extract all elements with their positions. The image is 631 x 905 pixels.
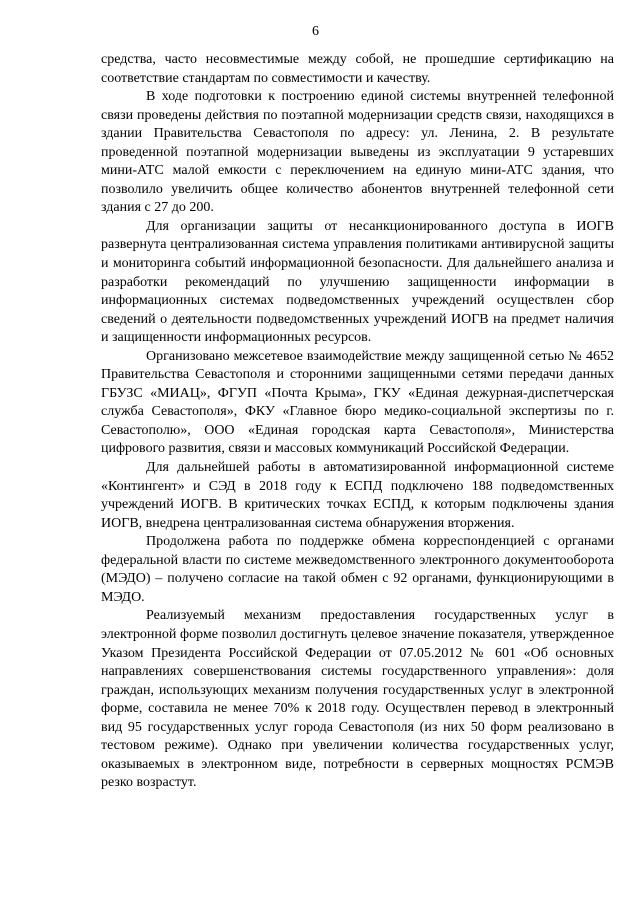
paragraph-medo-exchange: Продолжена работа по поддержке обмена корреспонденцией с органами федеральной власти по системе межведомственного электронного документооборота (МЭДО) – получено согласие на такой обмен с 92 органами, функционирующими в МЭДО. <box>101 534 614 605</box>
document-body <box>101 51 614 793</box>
paragraph-continuation: средства, часто несовместимые между собой, не прошедшие сертификацию на соответствие стандартам по совместимости и качеству. <box>101 52 614 86</box>
paragraph-espd-connection: Для дальнейшей работы в автоматизированной информационной системе «Контингент» и СЭД в 2018 году к ЕСПД подключено 188 подведомственных учреждений ИОГВ. В критических точках ЕСПД, к которым подключены здания ИОГВ, внедрена централизованная система обнаружения вторжения. <box>101 460 614 531</box>
paragraph-electronic-services: Реализуемый механизм предоставления государственных услуг в электронной форме позволил достигнуть целевое значение показателя, утвержденное Указом Президента Российской Федерации от 07.05.2012 № 601 «Об основных направлениях совершенствования системы государственного управления»: доля граждан, использующих механизм получения государственных услуг в электронной форме, составила не менее 70% к 2018 году. Осуществлен перевод в электронный вид 95 государственных услуг города Севастополя (из них 50 форм реализовано в тестовом режиме). Однако при увеличении количества государственных услуг, оказываемых в электронном виде, потребности в серверных мощностях РСМЭВ резко возрастут. <box>101 608 614 791</box>
paragraph-network-interaction: Организовано межсетевое взаимодействие между защищенной сетью № 4652 Правительства Севастополя и сторонними защищенными сетями передачи данных ГБУЗС «МИАЦ», ФГУП «Почта Крыма», ГКУ «Единая дежурная-диспетчерская служба Севастополя», ФКУ «Главное бюро медико-социальной экспертизы по г. Севастополю», ООО «Единая городская карта Севастополя», Министерства цифрового развития, связи и массовых коммуникаций Российской Федерации. <box>101 348 614 457</box>
paragraph-telephony-modernization: В ходе подготовки к построению единой системы внутренней телефонной связи проведены действия по поэтапной модернизации средств связи, находящихся в здании Правительства Севастополя по адресу: ул. Ленина, 2. В результате проведенной поэтапной модернизации выведены из эксплуатации 9 устаревших мини-АТС малой емкости с переключением на единую мини-АТС здания, что позволило увеличить общее количество абонентов внутренней телефонной сети здания с 27 до 200. <box>101 89 614 216</box>
page-number: 6 <box>312 24 319 39</box>
paragraph-antivirus-security: Для организации защиты от несанкционированного доступа в ИОГВ развернута централизованная система управления политиками антивирусной защиты и мониторинга событий информационной безопасности. Для дальнейшего анализа и разработки рекомендаций по улучшению защищенности информации в информационных системах подведомственных учреждений осуществлен сбор сведений о деятельности подведомственных учреждений ИОГВ на предмет наличия и защищенности информационных ресурсов. <box>101 218 614 346</box>
